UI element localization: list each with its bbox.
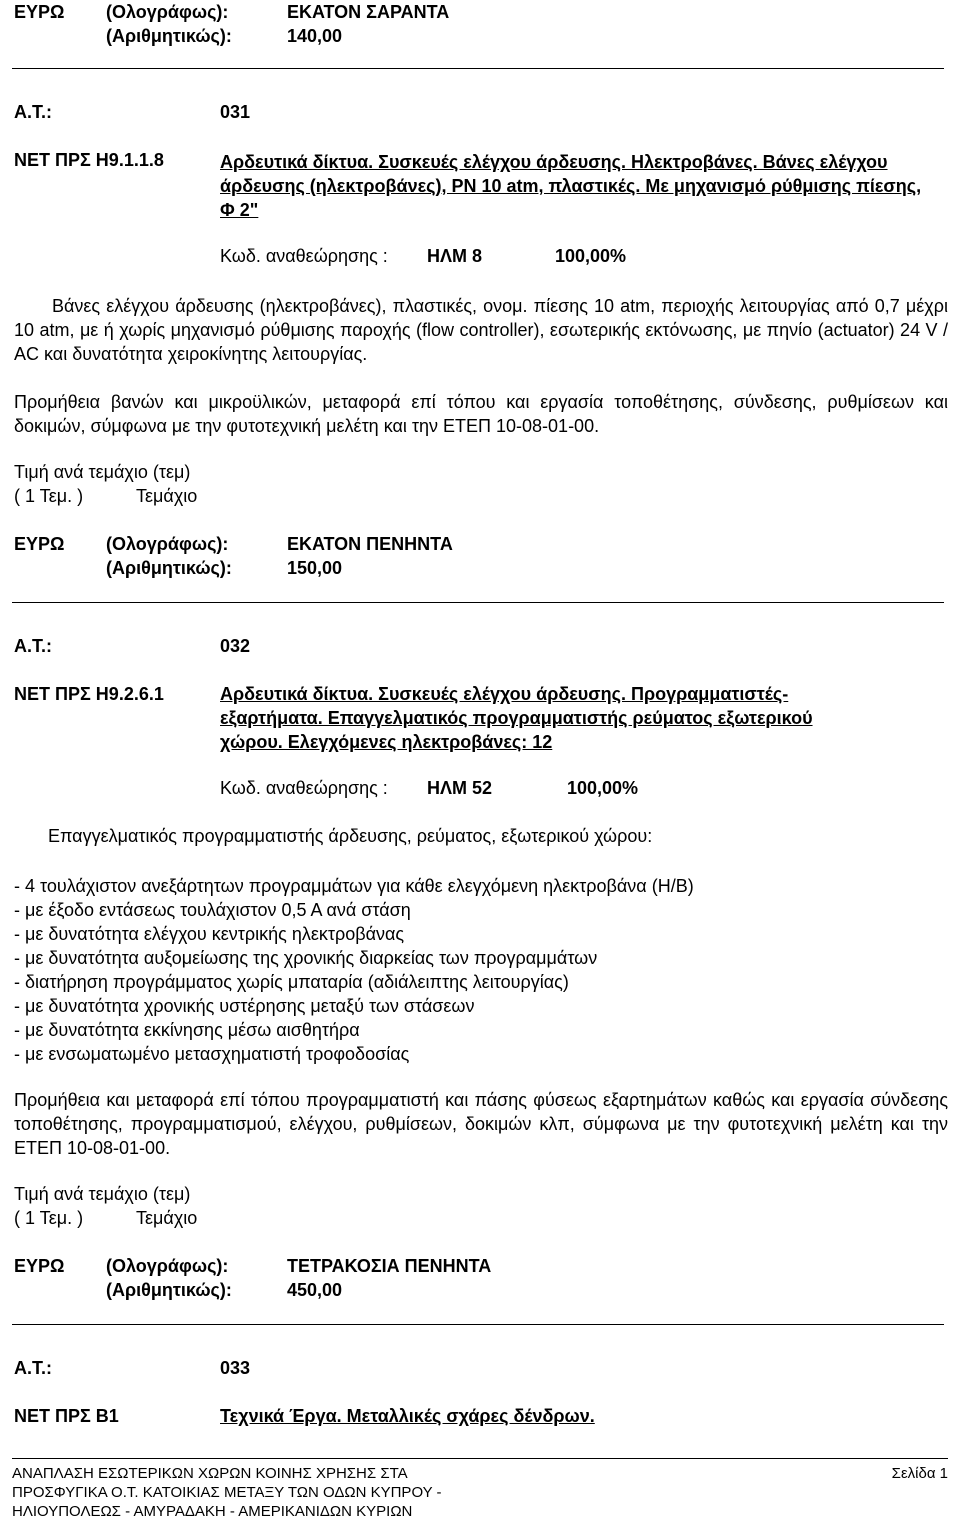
price-numeric: 140,00 xyxy=(287,26,343,46)
divider xyxy=(12,602,944,603)
at-number: 031 xyxy=(220,102,251,122)
price-numeric: 450,00 xyxy=(287,1280,343,1300)
unit-quantity: ( 1 Τεμ. ) xyxy=(14,1208,84,1228)
unit-price-label: Τιμή ανά τεμάχιο (τεμ) xyxy=(14,1184,191,1204)
net-code: ΝΕΤ ΠΡΣ Β1 xyxy=(14,1406,119,1426)
supply-description: Προμήθεια βανών και μικροϋλικών, μεταφορά επί τόπου και εργασία τοποθέτησης, σύνδεσης, ρυθμίσεων και δοκιμών, σύμφωνα με την φυτοτεχνική μελέτη και την ΕΤΕΠ 10-08-01-00. xyxy=(14,392,948,436)
revision-label: Κωδ. αναθεώρησης : xyxy=(220,778,388,798)
euro-label: ΕΥΡΩ xyxy=(14,534,65,554)
euro-label: ΕΥΡΩ xyxy=(14,1256,65,1276)
divider xyxy=(12,1324,944,1325)
at-label: Α.Τ.: xyxy=(14,102,53,122)
euro-label: ΕΥΡΩ xyxy=(14,2,65,22)
item-description-line: εξαρτήματα. Επαγγελματικός προγραμματιστής ρεύματος εξωτερικού xyxy=(220,708,813,728)
revision-percent: 100,00% xyxy=(555,246,627,266)
list-item: - διατήρηση προγράμματος χωρίς μπαταρία (αδιάλειπτης λειτουργίας) xyxy=(14,972,569,992)
item-description-line: Αρδευτικά δίκτυα. Συσκευές ελέγχου άρδευσης. Προγραμματιστές- xyxy=(220,684,789,704)
unit-name: Τεμάχιο xyxy=(136,1208,198,1228)
at-number: 033 xyxy=(220,1358,251,1378)
price-numeric: 150,00 xyxy=(287,558,343,578)
unit-name: Τεμάχιο xyxy=(136,486,198,506)
section-intro: Επαγγελματικός προγραμματιστής άρδευσης, ρεύματος, εξωτερικού χώρου: xyxy=(48,826,653,846)
revision-code: ΗΛΜ 52 xyxy=(427,778,493,798)
list-item: - με ενσωματωμένο μετασχηματιστή τροφοδοσίας xyxy=(14,1044,410,1064)
item-description: Αρδευτικά δίκτυα. Συσκευές ελέγχου άρδευσης. Ηλεκτροβάνες. Βάνες ελέγχου άρδευσης (ηλεκτροβάνες), PN 10 atm, πλαστικές. Με μηχανισμό ρύθμισης πίεσης, Φ 2" xyxy=(220,152,922,220)
at-number: 032 xyxy=(220,636,251,656)
number-label: (Αριθμητικώς): xyxy=(106,558,232,578)
footer-rule xyxy=(12,1458,948,1459)
list-item: - με δυνατότητα χρονικής υστέρησης μεταξύ των στάσεων xyxy=(14,996,475,1016)
list-item: - με δυνατότητα αυξομείωσης της χρονικής διαρκείας των προγραμμάτων xyxy=(14,948,598,968)
price-in-words: ΕΚΑΤΟΝ ΣΑΡΑΝΤΑ xyxy=(287,2,450,22)
revision-label: Κωδ. αναθεώρησης : xyxy=(220,246,388,266)
at-label: Α.Τ.: xyxy=(14,1358,53,1378)
unit-price-label: Τιμή ανά τεμάχιο (τεμ) xyxy=(14,462,191,482)
number-label: (Αριθμητικώς): xyxy=(106,26,232,46)
words-label: (Ολογράφως): xyxy=(106,1256,229,1276)
number-label: (Αριθμητικώς): xyxy=(106,1280,232,1300)
requirements-list xyxy=(14,874,694,1066)
revision-percent: 100,00% xyxy=(567,778,639,798)
revision-code: ΗΛΜ 8 xyxy=(427,246,483,266)
list-item: - με δυνατότητα εκκίνησης μέσω αισθητήρα xyxy=(14,1020,360,1040)
divider xyxy=(12,68,944,69)
price-in-words: ΕΚΑΤΟΝ ΠΕΝΗΝΤΑ xyxy=(287,534,453,554)
project-title: ΑΝΑΠΛΑΣΗ ΕΣΩΤΕΡΙΚΩΝ ΧΩΡΩΝ ΚΟΙΝΗΣ ΧΡΗΣΗΣ ΣΤΑ ΠΡΟΣΦΥΓΙΚΑ Ο.Τ. ΚΑΤΟΙΚΙΑΣ ΜΕΤΑΞΥ ΤΩΝ ΟΔΩΝ ΚΥΠΡΟΥ - ΗΛΙΟΥΠΟΛΕΩΣ - ΑΜΥΡΑΔΑΚΗ - ΑΜΕΡΙΚΑΝΙΔΩΝ ΚΥΡΙΩΝ xyxy=(12,1465,442,1520)
item-description: Τεχνικά Έργα. Μεταλλικές σχάρες δένδρων. xyxy=(220,1406,595,1426)
net-code: ΝΕΤ ΠΡΣ Η9.1.1.8 xyxy=(14,150,164,170)
supply-description: Προμήθεια και μεταφορά επί τόπου προγραμματιστή και πάσης φύσεως εξαρτημάτων καθώς και εργασία σύνδεσης τοποθέτησης, προγραμματισμού, ελέγχου, ρυθμίσεων, δοκιμών κλπ, σύμφωνα με την φυτοτεχνική μελέτη και την ΕΤΕΠ 10-08-01-00. xyxy=(14,1090,948,1158)
item-description-line: χώρου. Ελεγχόμενες ηλεκτροβάνες: 12 xyxy=(220,732,553,752)
net-code: ΝΕΤ ΠΡΣ Η9.2.6.1 xyxy=(14,684,164,704)
list-item: - 4 τουλάχιστον ανεξάρτητων προγραμμάτων για κάθε ελεγχόμενη ηλεκτροβάνα (Η/Β) xyxy=(14,876,694,896)
unit-quantity: ( 1 Τεμ. ) xyxy=(14,486,84,506)
at-label: Α.Τ.: xyxy=(14,636,53,656)
technical-description: Βάνες ελέγχου άρδευσης (ηλεκτροβάνες), πλαστικές, ονομ. πίεσης 10 atm, περιοχής λειτουργίας από 0,7 μέχρι 10 atm, με ή χωρίς μηχανισμό ρύθμισης παροχής (flow controller), εσωτερικής εκτόνωσης, με πηνίο (actuator) 24 V / AC και δυνατότητα χειροκίνητης λειτουργίας. xyxy=(14,296,948,364)
list-item: - με δυνατότητα ελέγχου κεντρικής ηλεκτροβάνας xyxy=(14,924,405,944)
words-label: (Ολογράφως): xyxy=(106,534,229,554)
list-item: - με έξοδο εντάσεως τουλάχιστον 0,5 Α ανά στάση xyxy=(14,900,411,920)
price-in-words: ΤΕΤΡΑΚΟΣΙΑ ΠΕΝΗΝΤΑ xyxy=(287,1256,492,1276)
words-label: (Ολογράφως): xyxy=(106,2,229,22)
page-number: Σελίδα 1 xyxy=(891,1465,948,1482)
